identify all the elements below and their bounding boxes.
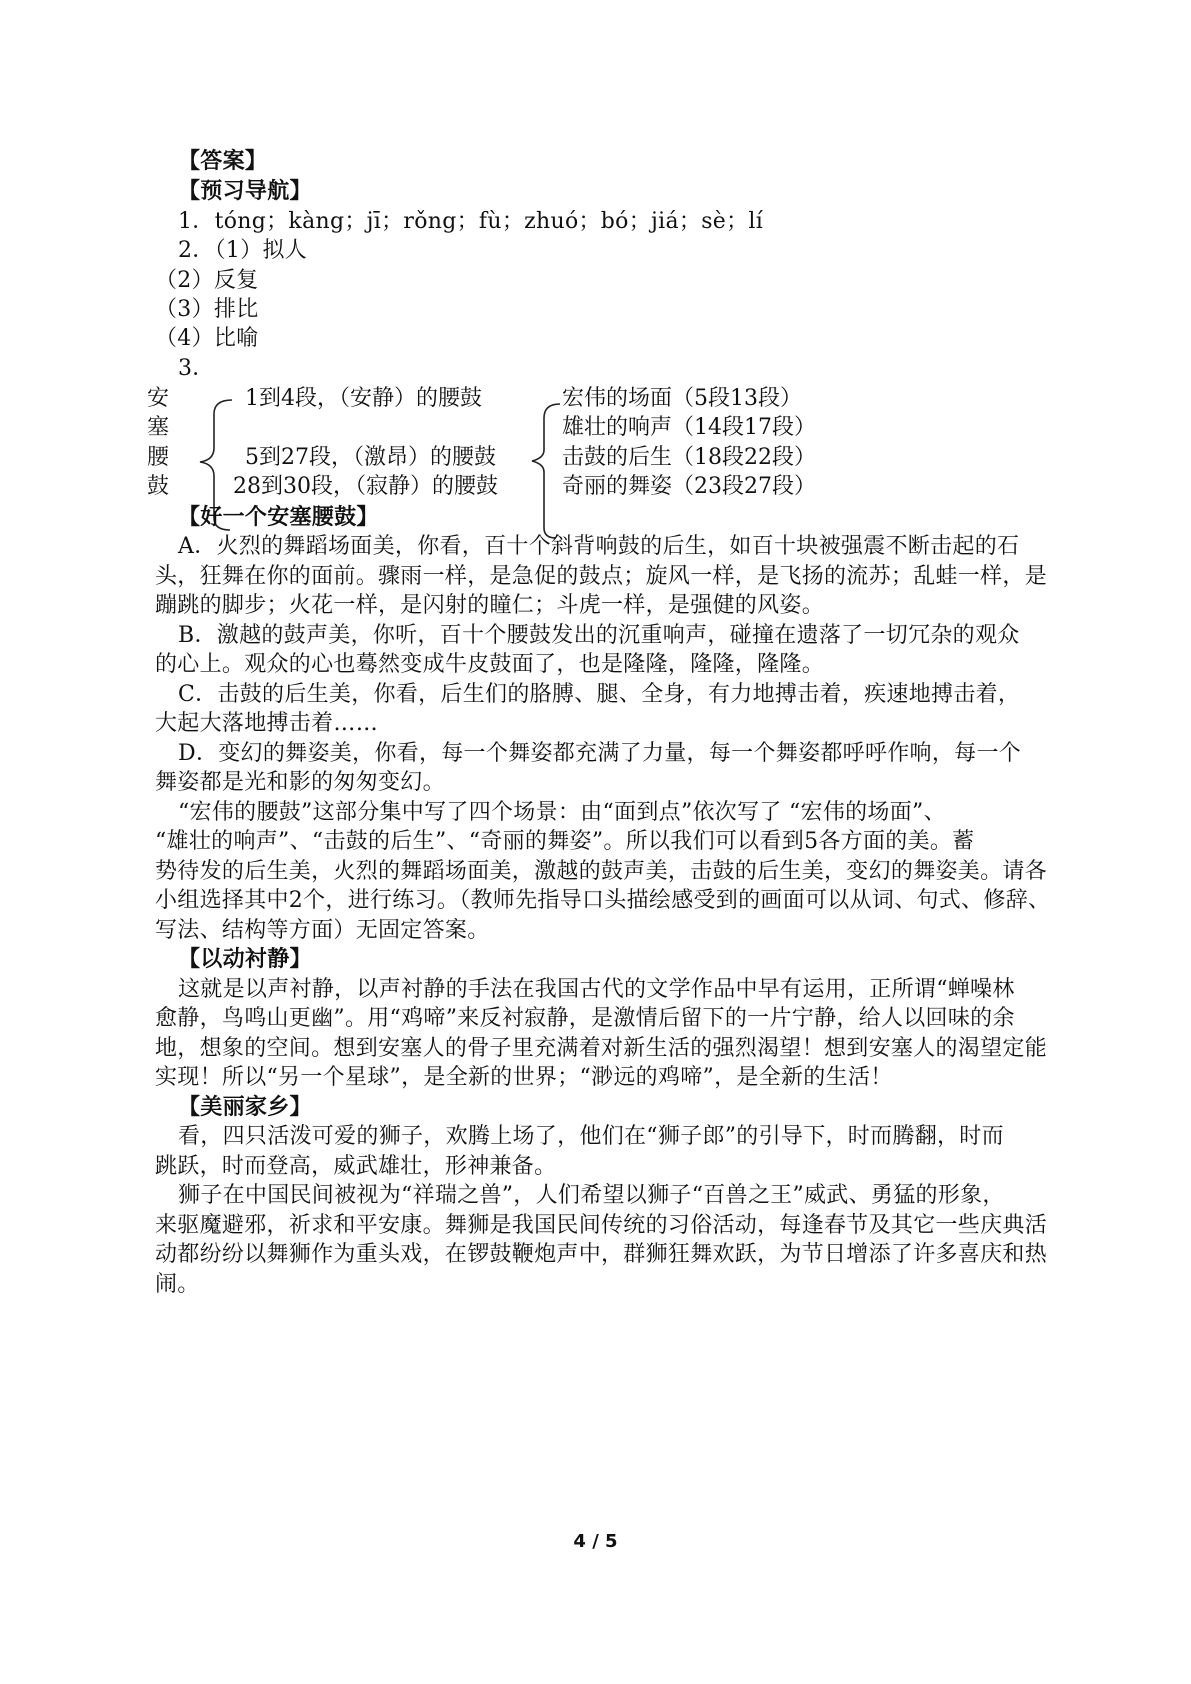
paragraph-line: 势待发的后生美，火烈的舞蹈场面美，激越的鼓声美，击鼓的后生美，变幻的舞姿美。请各: [155, 859, 1048, 884]
diagram-title-char: 腰: [147, 445, 170, 470]
diagram-title-char: 塞: [147, 415, 170, 440]
diagram-part: 1到4段，（安静）的腰鼓: [245, 386, 482, 411]
diagram-title-char: 安: [147, 386, 170, 411]
paragraph-line: 头，狂舞在你的面前。骤雨一样，是急促的鼓点；旋风一样，是飞扬的流苏；乱蛙一样，是: [155, 564, 1048, 589]
paragraph-line: 蹦跳的脚步；火花一样，是闪射的瞳仁；斗虎一样，是强健的风姿。: [155, 593, 825, 618]
preview-q1: 1．tóng；kàng；jī；rǒng；fù；zhuó；bó；jiá；sè；lí: [178, 209, 764, 234]
diagram-title-char: 鼓: [147, 474, 170, 499]
paragraph-line: B．激越的鼓声美，你听，百十个腰鼓发出的沉重响声，碰撞在遗落了一切冗杂的观众: [178, 623, 1020, 648]
paragraph-line: “宏伟的腰鼓”这部分集中写了四个场景：由“面到点”依次写了 “宏伟的场面”、: [178, 800, 946, 825]
paragraph-line: 的心上。观众的心也蓦然变成牛皮鼓面了，也是隆隆，隆隆，隆隆。: [155, 652, 825, 677]
paragraph-line: 动都纷纷以舞狮作为重头戏，在锣鼓鞭炮声中，群狮狂舞欢跃，为节日增添了许多喜庆和热: [155, 1242, 1048, 1267]
paragraph-line: 来驱魔避邪，祈求和平安康。舞狮是我国民间传统的习俗活动，每逢春节及其它一些庆典活: [155, 1213, 1048, 1238]
answer-heading: 【答案】: [178, 149, 268, 174]
paragraph-line: 这就是以声衬静，以声衬静的手法在我国古代的文学作品中早有运用，正所谓“蝉噪林: [178, 977, 1015, 1002]
preview-q3-label: 3．: [178, 356, 215, 381]
paragraph-line: “雄壮的响声”、“击鼓的后生”、“奇丽的舞姿”。所以我们可以看到5各方面的美。蓄: [155, 829, 975, 854]
paragraph-line: 地，想象的空间。想到安塞人的骨子里充满着对新生活的强烈渴望！想到安塞人的渴望定能: [155, 1036, 1048, 1061]
paragraph-line: 狮子在中国民间被视为“祥瑞之兽”，人们希望以狮子“百兽之王”威武、勇猛的形象，: [178, 1183, 1005, 1208]
preview-q2-item: （2）反复: [155, 268, 259, 293]
hometown-heading: 【美丽家乡】: [178, 1095, 312, 1120]
page-number: 4 / 5: [573, 1531, 618, 1552]
paragraph-line: 写法、结构等方面）无固定答案。: [155, 918, 490, 943]
diagram-part: 5到27段，（激昂）的腰鼓: [245, 445, 496, 470]
paragraph-line: 愈静，鸟鸣山更幽”。用“鸡啼”来反衬寂静，是激情后留下的一片宁静，给人以回味的余: [155, 1006, 1015, 1031]
diagram-scene: 宏伟的场面（5段13段）: [562, 386, 802, 411]
paragraph-line: 小组选择其中2个，进行练习。（教师先指导口头描绘感受到的画面可以从词、句式、修辞、: [155, 888, 1051, 913]
preview-q2-label: 2．（1）拟人: [178, 238, 308, 263]
preview-heading: 【预习导航】: [178, 179, 312, 204]
motion-stillness-heading: 【以动衬静】: [178, 947, 312, 972]
good-drum-heading: 【好一个安塞腰鼓】: [178, 505, 379, 530]
right-brace: [532, 404, 560, 538]
paragraph-line: D．变幻的舞姿美，你看，每一个舞姿都充满了力量，每一个舞姿都呼呼作响，每一个: [178, 741, 1022, 766]
paragraph-line: 看，四只活泼可爱的狮子，欢腾上场了，他们在“狮子郎”的引导下，时而腾翻，时而: [178, 1124, 1004, 1149]
diagram-scene: 雄壮的响声（14段17段）: [562, 415, 816, 440]
diagram-scene: 奇丽的舞姿（23段27段）: [562, 474, 816, 499]
preview-q2-item: （4）比喻: [155, 326, 259, 351]
paragraph-line: C．击鼓的后生美，你看，后生们的胳膊、腿、全身，有力地搏击着，疾速地搏击着，: [178, 682, 1021, 707]
paragraph-line: A．火烈的舞蹈场面美，你看，百十个斜背响鼓的后生，如百十块被强震不断击起的石: [178, 534, 1020, 559]
paragraph-line: 大起大落地搏击着……: [155, 711, 379, 736]
paragraph-line: 实现！所以“另一个星球”，是全新的世界；“渺远的鸡啼”，是全新的生活！: [155, 1065, 893, 1090]
paragraph-line: 跳跃，时而登高，威武雄壮，形神兼备。: [155, 1154, 557, 1179]
preview-q2-item: （3）排比: [155, 297, 259, 322]
diagram-part: 28到30段，（寂静）的腰鼓: [233, 474, 498, 499]
paragraph-line: 闹。: [155, 1272, 200, 1297]
diagram-braces: [0, 0, 1191, 560]
paragraph-line: 舞姿都是光和影的匆匆变幻。: [155, 770, 445, 795]
diagram-scene: 击鼓的后生（18段22段）: [562, 445, 816, 470]
